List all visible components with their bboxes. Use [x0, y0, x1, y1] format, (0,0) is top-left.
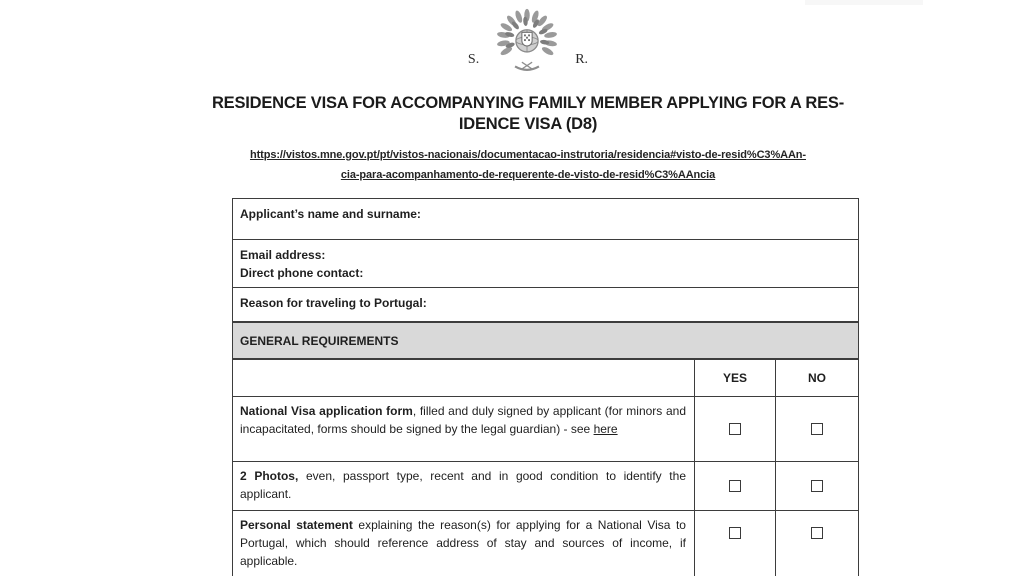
- link-line-2[interactable]: cia-para-acompanhamento-de-requerente-de-visto-de-resid%C3%AAncia: [340, 169, 716, 181]
- travel-reason-label: Reason for traveling to Portugal:: [240, 296, 427, 310]
- emblem-letter-r: R.: [575, 52, 589, 67]
- no-checkbox-photos[interactable]: [811, 480, 823, 492]
- yes-checkbox-visa-form[interactable]: [729, 423, 741, 435]
- yes-checkbox-personal-statement[interactable]: [729, 527, 741, 539]
- empty-header-cell: [233, 360, 695, 396]
- title-line-2: IDENCE VISA (D8): [458, 115, 598, 133]
- page-title: [32, 93, 1024, 135]
- row-applicant-name: [233, 199, 858, 239]
- requirement-text-photos: [233, 462, 695, 510]
- applicant-name-label: Applicant’s name and surname:: [240, 207, 421, 221]
- no-checkbox-visa-form[interactable]: [811, 423, 823, 435]
- requirement-body-photos: even, passport type, recent and in good condition to identify the applicant.: [240, 469, 686, 501]
- section-header-label: GENERAL REQUIREMENTS: [240, 333, 399, 348]
- requirement-text-visa-form: [233, 397, 695, 461]
- no-column-header: NO: [808, 371, 826, 385]
- requirement-body-personal-statement: explaining the reason(s) for applying for a National Visa to Portugal, which should reference address of stay and sources of income, if applicable.: [240, 518, 686, 568]
- here-link[interactable]: here: [593, 422, 618, 436]
- phone-contact-label: Direct phone contact:: [240, 266, 364, 280]
- emblem-letter-s: S.: [467, 52, 480, 67]
- requirement-row-personal-statement: [233, 510, 858, 576]
- portuguese-coat-of-arms-icon: [484, 5, 570, 75]
- yes-checkbox-photos[interactable]: [729, 480, 741, 492]
- yes-column-header: YES: [695, 360, 776, 396]
- no-checkbox-personal-statement[interactable]: [811, 527, 823, 539]
- document-link[interactable]: [32, 145, 1024, 185]
- requirement-row-photos: [233, 461, 858, 510]
- requirement-text-personal-statement: [233, 511, 695, 576]
- link-line-1[interactable]: https://vistos.mne.gov.pt/pt/vistos-nacionais/documentacao-instrutoria/residencia#visto-de-resid%C3%AAn-: [249, 149, 806, 161]
- requirements-table: [232, 198, 859, 576]
- title-line-1: RESIDENCE VISA FOR ACCOMPANYING FAMILY MEMBER APPLYING FOR A RES-: [211, 94, 845, 112]
- row-contact-info: [233, 239, 858, 287]
- emblem-header: [0, 5, 1024, 75]
- row-yes-no-header: [233, 358, 858, 396]
- row-travel-reason: [233, 287, 858, 321]
- requirement-bold-personal-statement: Personal statement: [240, 518, 353, 532]
- requirement-bold-visa-form: National Visa application form: [240, 404, 413, 418]
- requirement-bold-photos: 2 Photos,: [240, 469, 299, 483]
- requirement-row-visa-form: [233, 396, 858, 461]
- requirement-body-visa-form: , filled and duly signed by applicant (for minors and incapacitated, forms should be signed by the legal guardian) - see: [240, 404, 686, 436]
- section-general-requirements: [233, 321, 858, 358]
- email-address-label: Email address:: [240, 248, 326, 262]
